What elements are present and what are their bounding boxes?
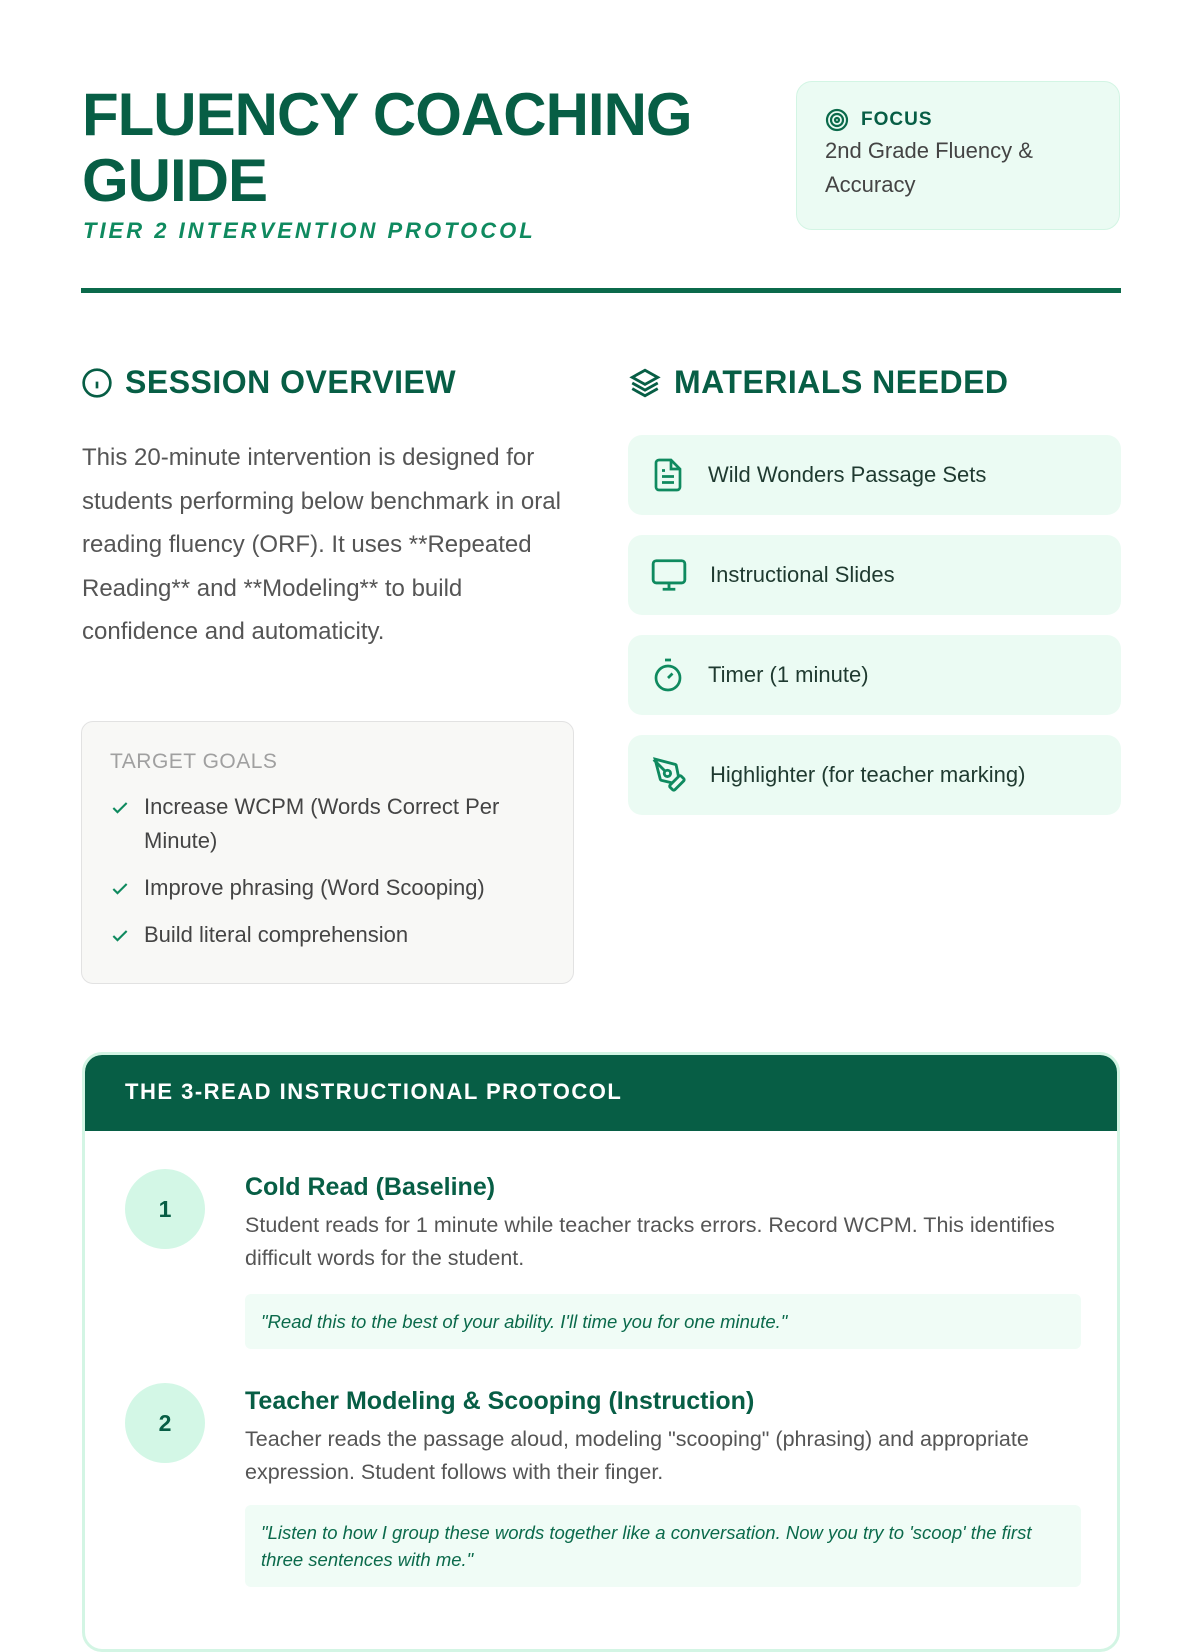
goal-item xyxy=(110,790,545,858)
check-icon xyxy=(110,926,130,946)
check-icon xyxy=(110,879,130,899)
step-number: 2 xyxy=(125,1383,205,1463)
step-script: "Listen to how I group these words together like a conversation. Now you try to 'scoop' the first three sentences with me." xyxy=(245,1505,1081,1587)
header-divider xyxy=(81,288,1121,293)
layers-icon xyxy=(628,366,662,400)
check-icon xyxy=(110,798,130,818)
info-icon xyxy=(81,367,113,399)
material-item xyxy=(628,635,1121,715)
heading-text: SESSION OVERVIEW xyxy=(125,364,457,400)
pen-icon xyxy=(650,756,688,794)
step-description: Student reads for 1 minute while teacher tracks errors. Record WCPM. This identifies difficult words for the student. xyxy=(245,1213,1055,1270)
page-title: FLUENCY COACHING GUIDE xyxy=(82,81,692,214)
heading-text: MATERIALS NEEDED xyxy=(674,364,1009,400)
monitor-icon xyxy=(650,556,688,594)
material-item xyxy=(628,535,1121,615)
step-script: "Read this to the best of your ability. I'll time you for one minute." xyxy=(245,1294,1081,1349)
goal-item xyxy=(110,871,545,905)
session-overview-heading xyxy=(81,364,456,401)
materials-list xyxy=(628,435,1121,835)
stopwatch-icon xyxy=(650,656,686,694)
goals-heading: TARGET GOALS xyxy=(110,750,278,773)
step-number: 1 xyxy=(125,1169,205,1249)
protocol-heading: THE 3-READ INSTRUCTIONAL PROTOCOL xyxy=(85,1055,1117,1131)
materials-heading xyxy=(628,364,1009,401)
material-item xyxy=(628,735,1121,815)
page-subtitle: TIER 2 INTERVENTION PROTOCOL xyxy=(83,218,536,243)
goal-text: Increase WCPM (Words Correct Per Minute) xyxy=(144,794,500,853)
material-label: Instructional Slides xyxy=(710,562,895,587)
material-label: Timer (1 minute) xyxy=(708,662,869,687)
focus-card xyxy=(796,81,1120,230)
overview-text: This 20-minute intervention is designed for students performing below benchmark in oral reading fluency (ORF). It uses **Repeated Reading** and **Modeling** to build confidence and automaticity. xyxy=(82,444,561,645)
focus-value: 2nd Grade Fluency & Accuracy xyxy=(825,138,1033,197)
goal-text: Improve phrasing (Word Scooping) xyxy=(144,875,485,900)
target-icon xyxy=(825,108,849,132)
goal-item xyxy=(110,918,545,952)
material-label: Highlighter (for teacher marking) xyxy=(710,762,1026,787)
document-icon xyxy=(650,456,686,494)
step-title: Teacher Modeling & Scooping (Instruction) xyxy=(245,1387,755,1415)
material-label: Wild Wonders Passage Sets xyxy=(708,462,987,487)
material-item xyxy=(628,435,1121,515)
protocol-card xyxy=(82,1052,1120,1652)
step-description: Teacher reads the passage aloud, modeling "scooping" (phrasing) and appropriate expression. Student follows with their finger. xyxy=(245,1427,1029,1484)
step-title: Cold Read (Baseline) xyxy=(245,1173,496,1201)
goal-text: Build literal comprehension xyxy=(144,922,409,947)
focus-label: FOCUS xyxy=(861,109,933,130)
target-goals-box xyxy=(81,721,574,984)
